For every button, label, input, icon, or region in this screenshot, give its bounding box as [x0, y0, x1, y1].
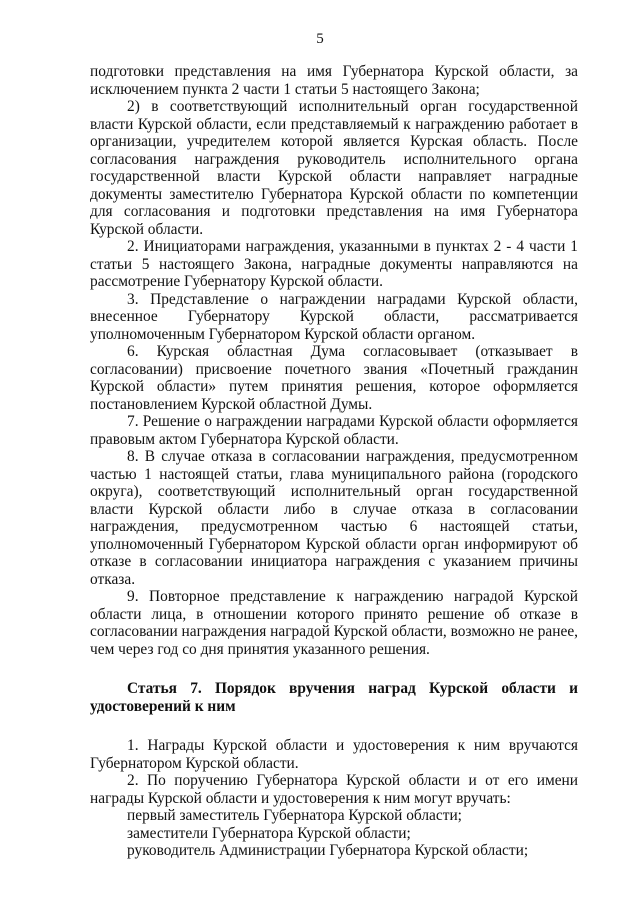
paragraph: 3. Представление о награждении наградами Курской области, внесенное Губернатору Курской области, рассматривается уполномоченным Губернатором Курской области органом.	[90, 290, 578, 343]
article-heading: Статья 7. Порядок вручения наград Курской области и удостоверений к ним	[90, 680, 578, 715]
paragraph: 2) в соответствующий исполнительный орган государственной власти Курской области, если представляемый к награждению работает в организации, учредителем которой является Курская область. После согласования награждения руководитель исполнительного органа государственной власти Курской области направляет наградные документы заместителю Губернатора Курской области по компетенции для согласования и подготовки представления на имя Губернатора Курской области.	[90, 98, 578, 238]
paragraph: 7. Решение о награждении наградами Курской области оформляется правовым актом Губернатора Курской области.	[90, 413, 578, 448]
paragraph: 6. Курская областная Дума согласовывает (отказывает в согласовании) присвоение почетного звания «Почетный гражданин Курской области» путем принятия решения, которое оформляется постановлением Курской областной Думы.	[90, 343, 578, 413]
page-number: 5	[316, 31, 324, 47]
list-item: руководитель Администрации Губернатора Курской области;	[127, 842, 529, 859]
paragraph: 1. Награды Курской области и удостоверения к ним вручаются Губернатором Курской области.	[90, 737, 578, 772]
paragraph: 2. Инициаторами награждения, указанными в пунктах 2 - 4 части 1 статьи 5 настоящего Закона, наградные документы направляются на рассмотрение Губернатору Курской области.	[90, 238, 578, 290]
paragraph: 8. В случае отказа в согласовании награждения, предусмотренном частью 1 настоящей статьи, глава муниципального района (городского округа), соответствующий исполнительный орган государственной власти Курской области либо в случае отказа в согласовании награждения, предусмотренном частью 6 настоящей статьи, уполномоченный Губернатором Курской области орган информируют об отказе в согласовании инициатора награждения с указанием причины отказа.	[90, 448, 578, 588]
list-item: первый заместитель Губернатора Курской области;	[127, 807, 462, 824]
paragraph: подготовки представления на имя Губернатора Курской области, за исключением пункта 2 части 1 статьи 5 настоящего Закона;	[90, 63, 578, 98]
list-item: заместители Губернатора Курской области;	[127, 824, 411, 842]
paragraph: 2. По поручению Губернатора Курской области и от его имени награды Курской области и удостоверения к ним могут вручать:	[90, 772, 578, 807]
document-body	[90, 63, 578, 860]
paragraph: 9. Повторное представление к награждению наградой Курской области лица, в отношении которого принято решение об отказе в согласовании награждения наградой Курской области, возможно не ранее, чем через год со дня принятия указанного решения.	[90, 588, 578, 658]
